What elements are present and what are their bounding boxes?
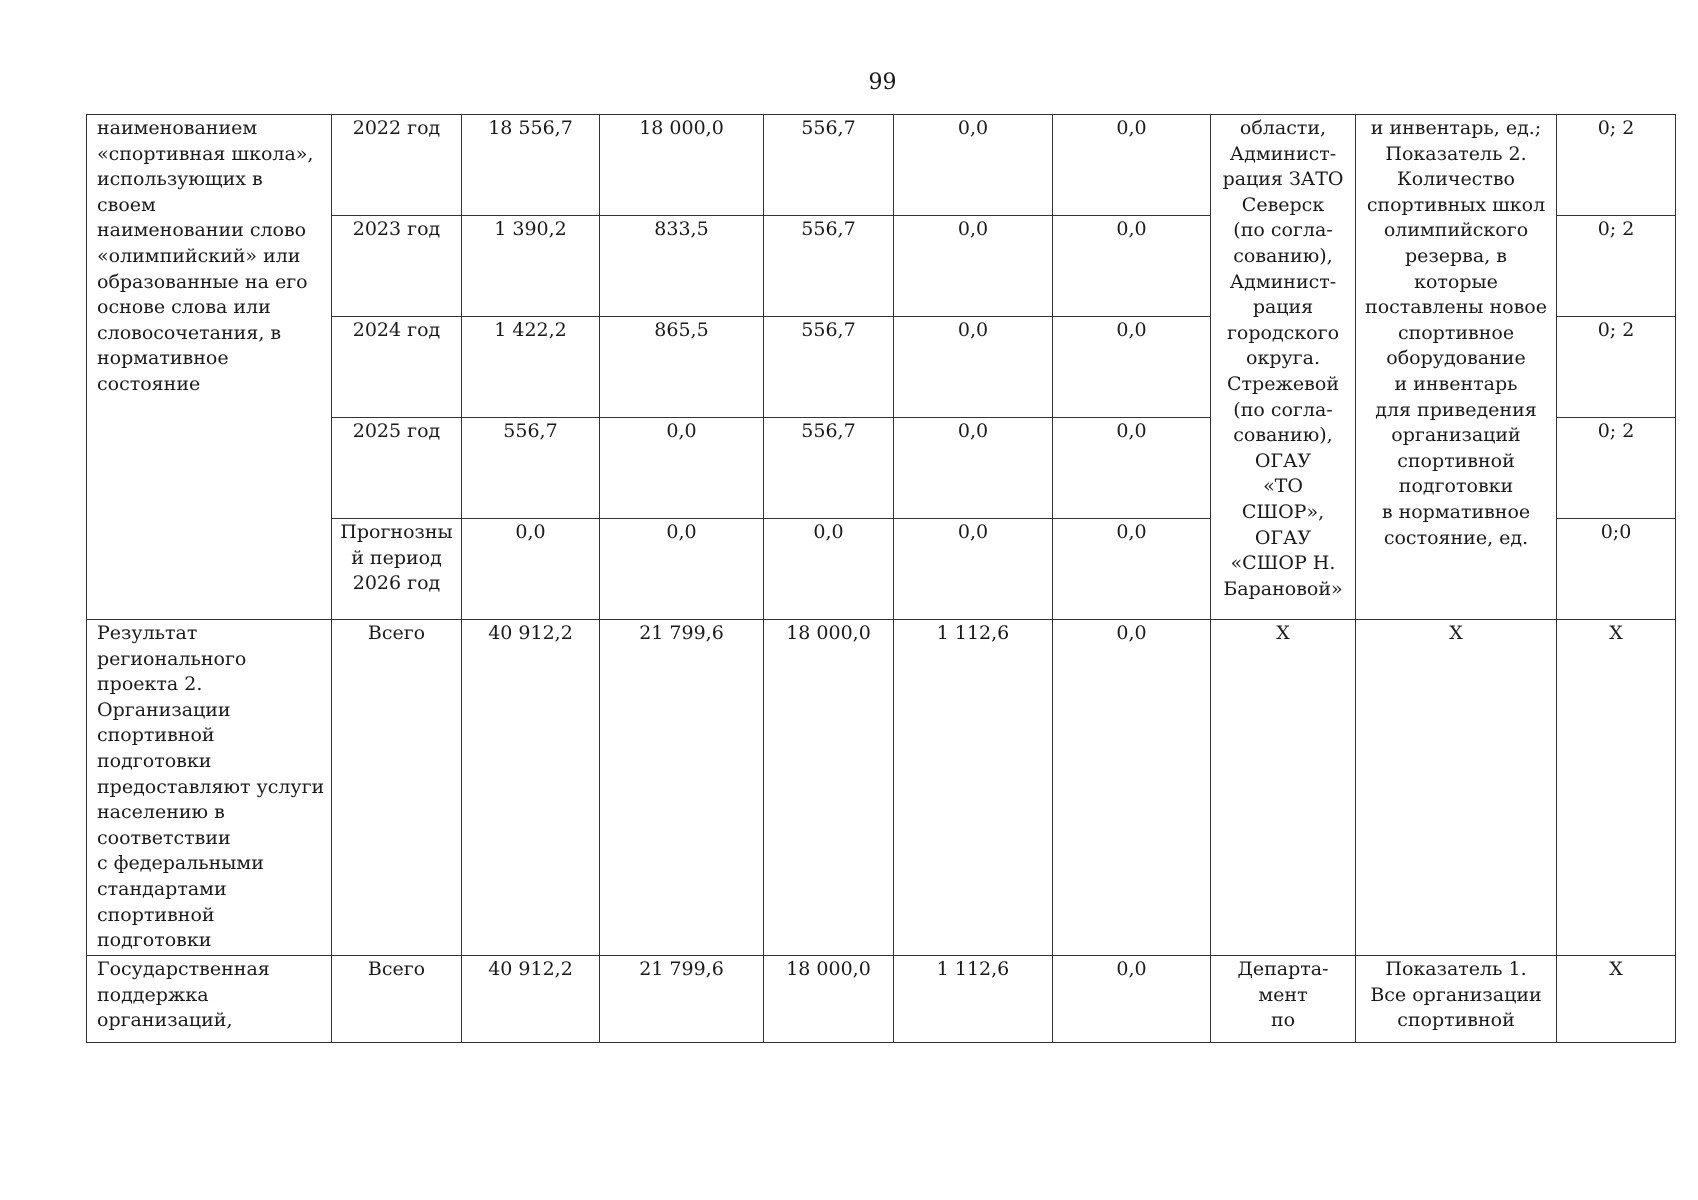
amount-cell: 0,0 [1053, 620, 1211, 956]
period-cell: Всего [332, 620, 462, 956]
amount-cell: 865,5 [600, 317, 764, 418]
total-cell: 40 912,2 [462, 956, 600, 1043]
indicator-value-cell: 0;0 [1557, 519, 1676, 620]
event-name-cell: Государственная поддержка организаций, [87, 956, 332, 1043]
amount-cell: 0,0 [894, 519, 1053, 620]
program-table [86, 114, 1676, 1043]
executor-cell: области, Админист- рация ЗАТО Северск (по согла- сованию), Админист- рация городского округа. Стрежевой (по согла- сованию), ОГАУ «ТО СШОР», ОГАУ «СШОР Н. Барановой» [1211, 115, 1356, 620]
amount-cell: 0,0 [1053, 418, 1211, 519]
amount-cell: 0,0 [1053, 956, 1211, 1043]
amount-cell: 0,0 [894, 317, 1053, 418]
amount-cell: 1 112,6 [894, 956, 1053, 1043]
amount-cell: 0,0 [894, 418, 1053, 519]
amount-cell: 556,7 [764, 317, 894, 418]
total-cell: 1 422,2 [462, 317, 600, 418]
indicator-cell: и инвентарь, ед.; Показатель 2. Количество спортивных школ олимпийского резерва, в которые поставлены новое спортивное оборудование и инвентарь для приведения организаций спортивной подготовки в нормативное состояние, ед. [1356, 115, 1557, 620]
period-cell: 2024 год [332, 317, 462, 418]
event-name-cell: наименованием «спортивная школа», использующих в своем наименовании слово «олимпийский» или образованные на его основе слова или словосочетания, в нормативное состояние [87, 115, 332, 620]
amount-cell: 0,0 [764, 519, 894, 620]
indicator-value-cell: 0; 2 [1557, 115, 1676, 216]
total-cell: 1 390,2 [462, 216, 600, 317]
table-row [87, 620, 1676, 956]
amount-cell: 833,5 [600, 216, 764, 317]
amount-cell: 21 799,6 [600, 620, 764, 956]
total-cell: 556,7 [462, 418, 600, 519]
executor-cell: Департа- мент по [1211, 956, 1356, 1043]
total-cell: 40 912,2 [462, 620, 600, 956]
amount-cell: 0,0 [600, 418, 764, 519]
indicator-value-cell: Х [1557, 956, 1676, 1043]
amount-cell: 0,0 [894, 115, 1053, 216]
result-name-cell: Результат регионального проекта 2. Организации спортивной подготовки предоставляют услуги населению в соответствии с федеральными стандартами спортивной подготовки [87, 620, 332, 956]
period-cell: Всего [332, 956, 462, 1043]
period-cell: Прогнозны й период 2026 год [332, 519, 462, 620]
indicator-value-cell: 0; 2 [1557, 317, 1676, 418]
amount-cell: 0,0 [1053, 317, 1211, 418]
amount-cell: 18 000,0 [764, 620, 894, 956]
amount-cell: 18 000,0 [764, 956, 894, 1043]
amount-cell: 0,0 [1053, 519, 1211, 620]
indicator-cell: Х [1356, 620, 1557, 956]
amount-cell: 556,7 [764, 216, 894, 317]
period-cell: 2025 год [332, 418, 462, 519]
amount-cell: 1 112,6 [894, 620, 1053, 956]
amount-cell: 556,7 [764, 115, 894, 216]
amount-cell: 0,0 [600, 519, 764, 620]
table-row [87, 115, 1676, 216]
period-cell: 2022 год [332, 115, 462, 216]
amount-cell: 18 000,0 [600, 115, 764, 216]
page-number: 99 [868, 70, 897, 95]
amount-cell: 556,7 [764, 418, 894, 519]
indicator-value-cell: Х [1557, 620, 1676, 956]
table-row [87, 956, 1676, 1043]
executor-cell: Х [1211, 620, 1356, 956]
amount-cell: 21 799,6 [600, 956, 764, 1043]
indicator-value-cell: 0; 2 [1557, 216, 1676, 317]
indicator-value-cell: 0; 2 [1557, 418, 1676, 519]
period-cell: 2023 год [332, 216, 462, 317]
total-cell: 18 556,7 [462, 115, 600, 216]
total-cell: 0,0 [462, 519, 600, 620]
amount-cell: 0,0 [1053, 216, 1211, 317]
amount-cell: 0,0 [1053, 115, 1211, 216]
indicator-cell: Показатель 1. Все организации спортивной [1356, 956, 1557, 1043]
amount-cell: 0,0 [894, 216, 1053, 317]
